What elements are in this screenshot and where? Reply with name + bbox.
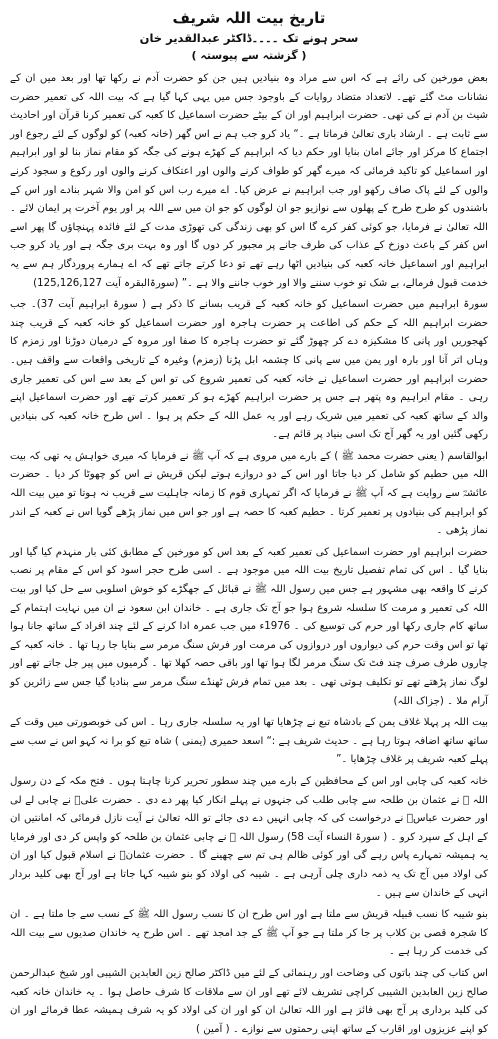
paragraph: ابوالقاسم ( یعنی حضرت محمد ﷺ ) کے بارے میں مروی ہے کہ آپ ﷺ نے فرمایا کہ میری خواہش یہ تھی کہ بیت اللہ میں حطیم کو شامل کر دیا جاتا اور اس کے دو دروازے ہوتے لیکن قریش نے اس کو چھوٹا کر دیا ۔ حضرت عائشہؓ سے روایت ہے کہ آپ ﷺ نے فرمایا کہ اگر تمہاری قوم کا زمانہ جاہلیت سے قریب نہ ہوتا تو میں بیت اللہ کو ابراہیم کی بنیادوں پر تعمیر کرتا ۔ حطیم کعبہ کا حصہ ہے اور جو اس میں نماز پڑھے گویا اس نے کعبہ کے اندر نماز پڑھی ۔ (10, 450, 488, 537)
paragraph: حضرت ابراہیم اور حضرت اسماعیل کی تعمیر کعبہ کے بعد اس کو مورخین کے مطابق کئی بار منہدم کیا گیا اور بنایا گیا ۔ اس کی تمام تفصیل تاریخ بیت اللہ میں موجود ہے ۔ اسی طرح حجر اسود کو اس کے مقام پر نصب کرنے کا واقعہ بھی مشہور ہے جس میں رسول اللہ ﷺ نے قبائل کے جھگڑے کو خوش اسلوبی سے حل کیا اور بیت اللہ کی تعمیر و مرمت کا سلسلہ شروع ہوا جو آج تک جاری ہے ۔ خاندان ابن سعود نے ان میں نہایت اہتمام کے ساتھ کام جاری رکھا اور حرم کی توسیع کی ۔ 1976ء میں جب عمرہ ادا کرنے کے لئے چند افراد کے ساتھ جانا ہوا تھا تو اس وقت حرم کی دیواروں اور دروازوں کی مرمت اور فرش سنگ مرمر سے بنایا جا رہا تھا ۔ خانہ کعبہ کے چاروں طرف صرف چند فٹ تک سنگ مرمر لگا ہوا تھا اور باقی حصہ کھلا تھا ۔ گرمیوں میں پیر جل جاتے تھے اور لوگ نماز پڑھتے تھے تو تکلیف ہوتی تھی ۔ بعد میں تمام فرش ٹھنڈے سنگ مرمر سے بنادیا گیا جس سے زائرین کو آرام ملا ۔ (جزاک اللہ) (10, 546, 488, 707)
paragraph: خانہ کعبہ کی چابی اور اس کے محافظین کے بارے میں چند سطور تحریر کرنا چاہتا ہوں ۔ فتح مکہ کے دن رسول اللہ ﷺ نے عثمان بن طلحہ سے چابی طلب کی جنہوں نے پہلے انکار کیا پھر دے دی ۔ حضرت علیؓ نے چابی لے لی اور حضرت عباسؓ نے درخواست کی کہ چابی انہیں دے دی جائے تو اللہ تعالیٰ نے آیت نازل فرمائی کہ امانتیں ان کے اہل کے سپرد کرو ۔ ( سورۃ النساء آیت 58) رسول اللہ ﷺ نے چابی عثمان بن طلحہ کو واپس کر دی اور فرمایا یہ ہمیشہ تمہارے پاس رہے گی اور کوئی ظالم ہی تم سے چھینے گا ۔ حضرت عثمانؓ نے اسلام قبول کیا اور ان کی اولاد میں آج تک یہ ذمہ داری چلی آرہی ہے ۔ شیبہ کی اولاد کو بنو شیبہ کہا جاتا ہے اور آج بھی کلید بردار انہی کے خاندان سے ہیں ۔ (10, 775, 488, 899)
paragraph: بنو شیبہ کا نسب قبیلہ قریش سے ملتا ہے اور اس طرح ان کا نسب رسول اللہ ﷺ کے نسب سے جا ملتا ہے ۔ ان کا شجرہ قصی بن کلاب پر جا کر ملتا ہے جو آپ ﷺ کے جد امجد تھے ۔ اس طرح یہ خاندان صدیوں سے بیت اللہ کی خدمت کر رہا ہے ۔ (10, 909, 488, 958)
article-body (10, 70, 488, 1039)
article-title: تاریخ بیت اللہ شریف (172, 9, 326, 27)
paragraph: بیت اللہ پر پہلا غلاف یمن کے بادشاہ تبع نے چڑھایا تھا اور یہ سلسلہ جاری رہا ۔ اس کی خوبصورتی میں وقت کے ساتھ ساتھ اضافہ ہوتا رہا ہے ۔ حدیث شریف ہے :“ اسعد حمیری (یمنی ) شاہ تبع کو برا نہ کہو اس نے سب سے پہلے کعبہ شریف پر غلاف چڑھایا ۔” (10, 717, 488, 766)
article-byline: سحر ہونے تک ۔۔۔۔ڈاکٹر عبدالقدیر خان (139, 31, 359, 45)
continued-label: ( گزشتہ سے پیوستہ ) (191, 49, 307, 62)
paragraph: اس کتاب کی چند باتوں کی وضاحت اور رہنمائی کے لئے میں ڈاکٹر صالح زین العابدین الشیبی اور شیخ عبدالرحمن صالح زین العابدین الشیبی کراچی تشریف لائے تھے اور ان سے ملاقات کا شرف حاصل ہوا ۔ یہ خاندان خانہ کعبہ کی کلید برداری پر آج بھی فائز ہے اور اللہ تعالیٰ ان کو اور ان کی اولاد کو یہ شرف ہمیشہ عطا فرمائے اور ان کو اپنے عزیزوں اور اقارب کے ساتھ اپنی رحمتوں سے نوازے ۔ ( آمین ) (10, 967, 488, 1035)
paragraph: سورۃ ابراہیم میں حضرت اسماعیل کو خانہ کعبہ کے قریب بسانے کا ذکر ہے ( سورۃ ابراہیم آیت 37)۔ جب حضرت ابراہیم اللہ کے حکم کی اطاعت پر حضرت ہاجرہ اور حضرت اسماعیل کو خانہ کعبہ کے قریب چند کھجوریں اور پانی کا مشکیزہ دے کر چھوڑ گئے تو حضرت ہاجرہ کا صفا اور مروہ کے درمیان دوڑنا اور زمزم کا وہاں اتر آنا اور بارہ اور یمن میں سے پانی کا چشمہ ابل پڑنا (زمزم) وغیرہ کے تاریخی واقعات سے واقف ہیں۔ حضرت ابراہیم اور حضرت اسماعیل نے خانہ کعبہ کی تعمیر شروع کی تو اس کے بعد سے اس کی تعمیر جاری رہی ۔ مقام ابراہیم وہ پتھر ہے جس پر حضرت ابراہیم کھڑے ہو کر تعمیر کرتے تھے اور حضرت اسماعیل اپنے والد کے ساتھ کعبہ کی تعمیر میں شریک رہے اور یہ عمل اللہ کے حکم پر ہوا ۔ اس طرح خانہ کعبہ کی بنیادیں رکھی گئیں اور یہ گھر آج تک اسی بنیاد پر قائم ہے۔ (10, 299, 489, 441)
paragraph: بعض مورخین کی رائے ہے کہ اس سے مراد وہ بنیادیں ہیں جن کو حضرت آدم نے رکھا تھا اور بعد میں ان کے نشانات مٹ گئے تھے۔ لاتعداد متضاد روایات کے باوجود جس میں یہی کہا گیا ہے کہ بیت اللہ کی تعمیر حضرت شیث بن آدم نے کی تھی۔ حضرت ابراہیم اور ان کے بیٹے حضرت اسماعیل کا کعبہ کی تعمیر کرنا قرآن اور احادیث سے ثابت ہے ۔ ارشاد باری تعالیٰ فرماتا ہے ۔“ یاد کرو جب ہم نے اس گھر (خانہ کعبہ) کو لوگوں کے لئے رجوع اور اجتماع کا مرکز اور جائے امان بنایا اور حکم دیا کہ ابراہیم کے کھڑے ہونے کی جگہ کو مقام نماز بنا لو اور ابراہیم اور اسماعیل کو تاکید فرمائی کہ میرے گھر کو طواف کرنے والوں اور اعتکاف کرنے والوں اور رکوع و سجود کرنے والوں کے لئے پاک صاف رکھو اور جب ابراہیم نے عرض کیا۔ اے میرے رب اس کو امن والا شہر بنادے اور اس کے باشندوں کو طرح طرح کے پھلوں سے نوازیو جو ان لوگوں کو جو ان میں سے اللہ پر اور یوم آخرت پر ایمان لائے ۔ اللہ تعالیٰ نے فرمایا، جو کوئی کفر کرے گا اس کو بھی زندگی کی تھوڑی مدت کے لئے فائدہ پہنچاؤں گا پھر اسے اس کفر کے باعث دوزخ کے عذاب کی طرف جانے پر مجبور کر دوں گا اور وہ بہت بری جگہ ہے اور یاد کرو جب ابراہیم اور اسماعیل خانہ کعبہ کی بنیادیں اٹھا رہے تھے تو دعا کرتے جاتے تھے کہ اے ہمارے پروردگار ہم سے یہ خدمت قبول فرمالے، بے شک تو خوب سننے والا اور خوب جاننے والا ہے ۔” (سورۃالبقرہ آیت 125,126,127) (10, 73, 488, 289)
